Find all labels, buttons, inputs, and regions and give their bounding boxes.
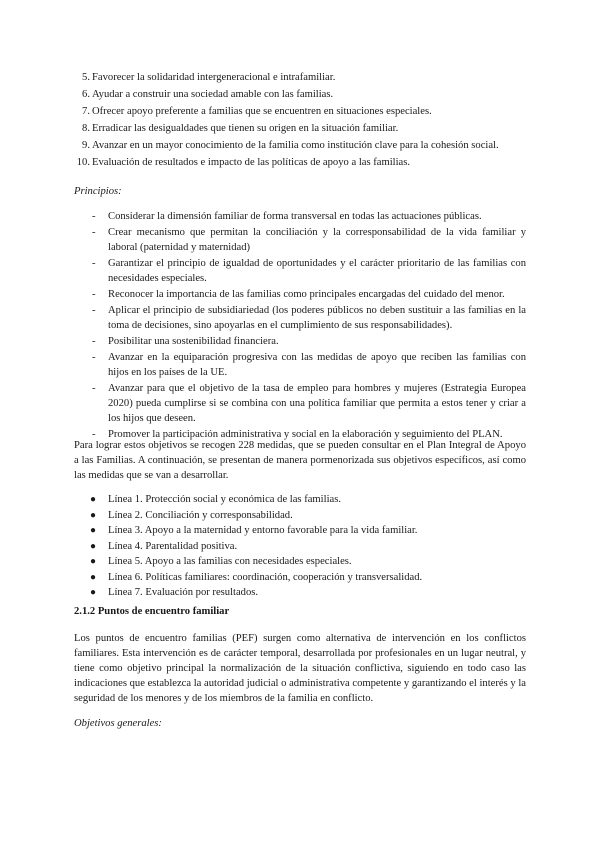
round-bullet: ● xyxy=(90,525,97,536)
list-item xyxy=(74,225,526,255)
round-bullet: ● xyxy=(90,587,97,598)
list-item xyxy=(74,334,526,349)
paragraph-pef: Los puntos de encuentro familias (PEF) surgen como alternativa de intervención en los conflictos familiares. Esta intervención es de carácter temporal, desarrollada por profesionales en un lugar neutral, y tiene como objetivo principal la normalización de la situación conflictiva, siguiendo en todo caso las indicaciones que establezca la autoridad judicial o administrativa competente y garantizando el interés y la seguridad de los menores y de los miembros de la familia en conflicto. xyxy=(74,633,526,704)
item-text: Línea 5. Apoyo a las familias con necesidades especiales. xyxy=(108,556,352,567)
item-text: Avanzar en la equiparación progresiva con las medidas de apoyo que reciben las familias con hijos en los países de la UE. xyxy=(108,352,526,378)
item-text: Ayudar a construir una sociedad amable con las familias. xyxy=(92,89,334,100)
paragraph-medidas: Para lograr estos objetivos se recogen 228 medidas, que se pueden consultar en el Plan Integral de Apoyo a las Familias. A continuación, se presentan de manera pormenorizada sus objetivos específicos, así como las medidas que se van a desarrollar. xyxy=(74,440,526,481)
item-text: Crear mecanismo que permitan la conciliación y la corresponsabilidad de la vida familiar y laboral (paternidad y maternidad) xyxy=(108,227,526,253)
item-text: Línea 1. Protección social y económica de las familias. xyxy=(108,494,341,505)
round-bullet: ● xyxy=(90,556,97,567)
list-item xyxy=(74,256,526,286)
item-text: Línea 4. Parentalidad positiva. xyxy=(108,540,238,552)
list-item xyxy=(74,381,526,426)
dash-bullet: - xyxy=(92,305,96,316)
round-bullet: ● xyxy=(90,494,97,505)
lineas-list xyxy=(74,492,526,601)
item-text: Línea 2. Conciliación y corresponsabilidad. xyxy=(108,509,293,521)
list-item xyxy=(74,303,526,333)
list-item xyxy=(74,121,526,136)
item-text: Línea 7. Evaluación por resultados. xyxy=(108,587,259,598)
item-text: Aplicar el principio de subsidiariedad (los poderes públicos no deben sustituir a las familias en la toma de decisiones, sino apoyarlas en el cumplimiento de sus responsabilidades). xyxy=(108,305,526,331)
objetivos-heading: Objetivos generales: xyxy=(74,718,162,729)
item-text: Avanzar en un mayor conocimiento de la familia como institución clave para la cohesión social. xyxy=(92,140,499,151)
dash-bullet: - xyxy=(92,383,96,394)
item-text: Reconocer la importancia de las familias como principales encargadas del cuidado del menor. xyxy=(108,289,505,300)
list-item xyxy=(74,287,526,302)
list-item xyxy=(74,585,526,600)
item-text: Garantizar el principio de igualdad de oportunidades y el carácter prioritario de las familias con necesidades especiales. xyxy=(108,258,526,284)
item-text: Línea 6. Políticas familiares: coordinación, cooperación y transversalidad. xyxy=(108,571,423,583)
list-item xyxy=(74,70,526,85)
list-item xyxy=(74,492,526,507)
dash-bullet: - xyxy=(92,211,96,222)
item-number: 7. xyxy=(82,106,90,117)
item-text: Erradicar las desigualdades que tienen su origen en la situación familiar. xyxy=(92,123,399,134)
round-bullet: ● xyxy=(90,571,97,583)
list-item xyxy=(74,209,526,224)
dash-bullet: - xyxy=(92,289,96,300)
item-text: Avanzar para que el objetivo de la tasa de empleo para hombres y mujeres (Estrategia Europea 2020) pueda cumplirse si se combina con una política familiar que permita a estos tener y criar a los hijos que deseen. xyxy=(108,383,526,424)
dash-bullet: - xyxy=(92,336,96,347)
item-number: 10. xyxy=(76,157,90,168)
item-text: Línea 3. Apoyo a la maternidad y entorno favorable para la vida familiar. xyxy=(108,525,418,536)
list-item xyxy=(74,138,526,153)
dash-bullet: - xyxy=(92,352,96,363)
round-bullet: ● xyxy=(90,509,97,521)
section-title: 2.1.2 Puntos de encuentro familiar xyxy=(74,606,230,617)
list-item xyxy=(74,350,526,380)
dash-bullet: - xyxy=(92,429,96,440)
item-text: Evaluación de resultados e impacto de las políticas de apoyo a las familias. xyxy=(92,157,411,168)
list-item xyxy=(74,570,526,585)
item-number: 5. xyxy=(82,72,90,83)
dash-bullet: - xyxy=(92,258,96,269)
principios-list xyxy=(74,209,526,443)
item-number: 8. xyxy=(82,123,90,134)
list-item xyxy=(74,155,526,170)
objectives-numbered-list xyxy=(74,70,526,172)
item-number: 9. xyxy=(82,140,90,151)
list-item xyxy=(74,539,526,554)
item-text: Promover la participación administrativa y social en la elaboración y seguimiento del PLAN. xyxy=(108,429,503,440)
list-item xyxy=(74,523,526,538)
item-number: 6. xyxy=(82,89,90,100)
list-item xyxy=(74,87,526,102)
list-item xyxy=(74,104,526,119)
list-item xyxy=(74,508,526,523)
principios-heading: Principios: xyxy=(74,186,122,197)
list-item xyxy=(74,554,526,569)
item-text: Posibilitar una sostenibilidad financiera. xyxy=(108,336,279,347)
item-text: Considerar la dimensión familiar de forma transversal en todas las actuaciones públicas. xyxy=(108,211,482,222)
round-bullet: ● xyxy=(90,540,97,552)
item-text: Ofrecer apoyo preferente a familias que se encuentren en situaciones especiales. xyxy=(92,106,432,117)
dash-bullet: - xyxy=(92,227,96,238)
item-text: Favorecer la solidaridad intergeneracional e intrafamiliar. xyxy=(92,72,336,83)
